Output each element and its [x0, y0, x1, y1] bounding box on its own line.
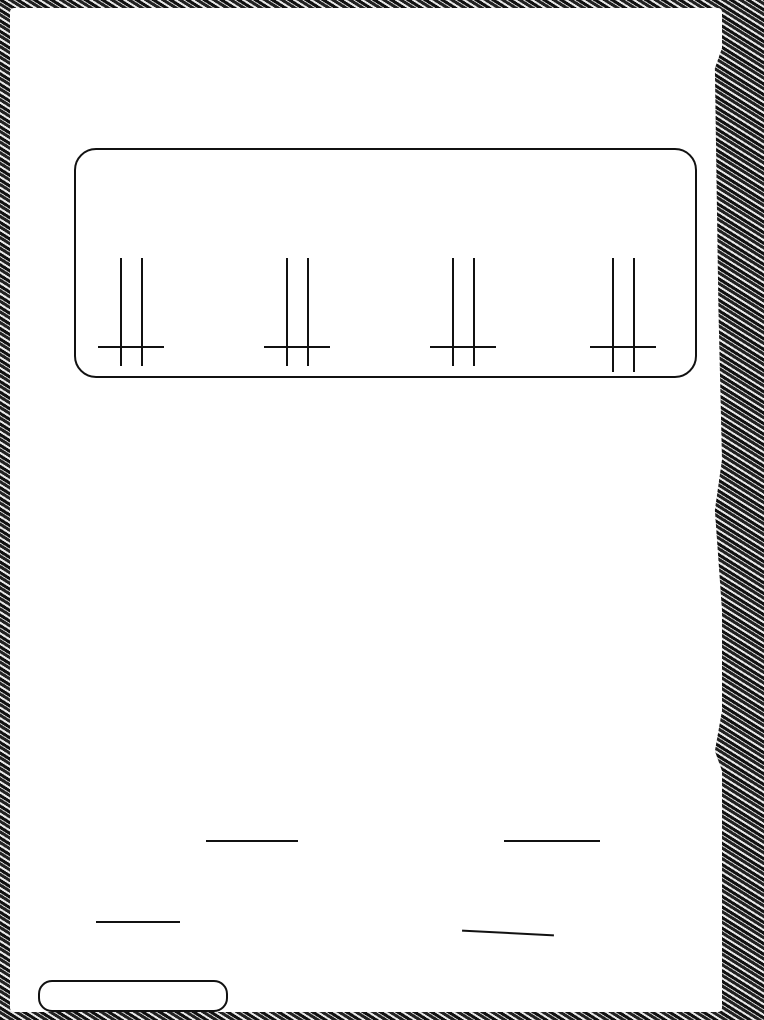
- hto-grid-step2: [264, 258, 330, 366]
- example-steps-box: [74, 148, 697, 378]
- page-footer-badge: [38, 980, 228, 1012]
- worksheet-page: [10, 8, 722, 1012]
- hto-grid-step3: [430, 258, 496, 366]
- hto-grid-step1: [98, 258, 164, 366]
- hto-grid-step4: [590, 258, 656, 382]
